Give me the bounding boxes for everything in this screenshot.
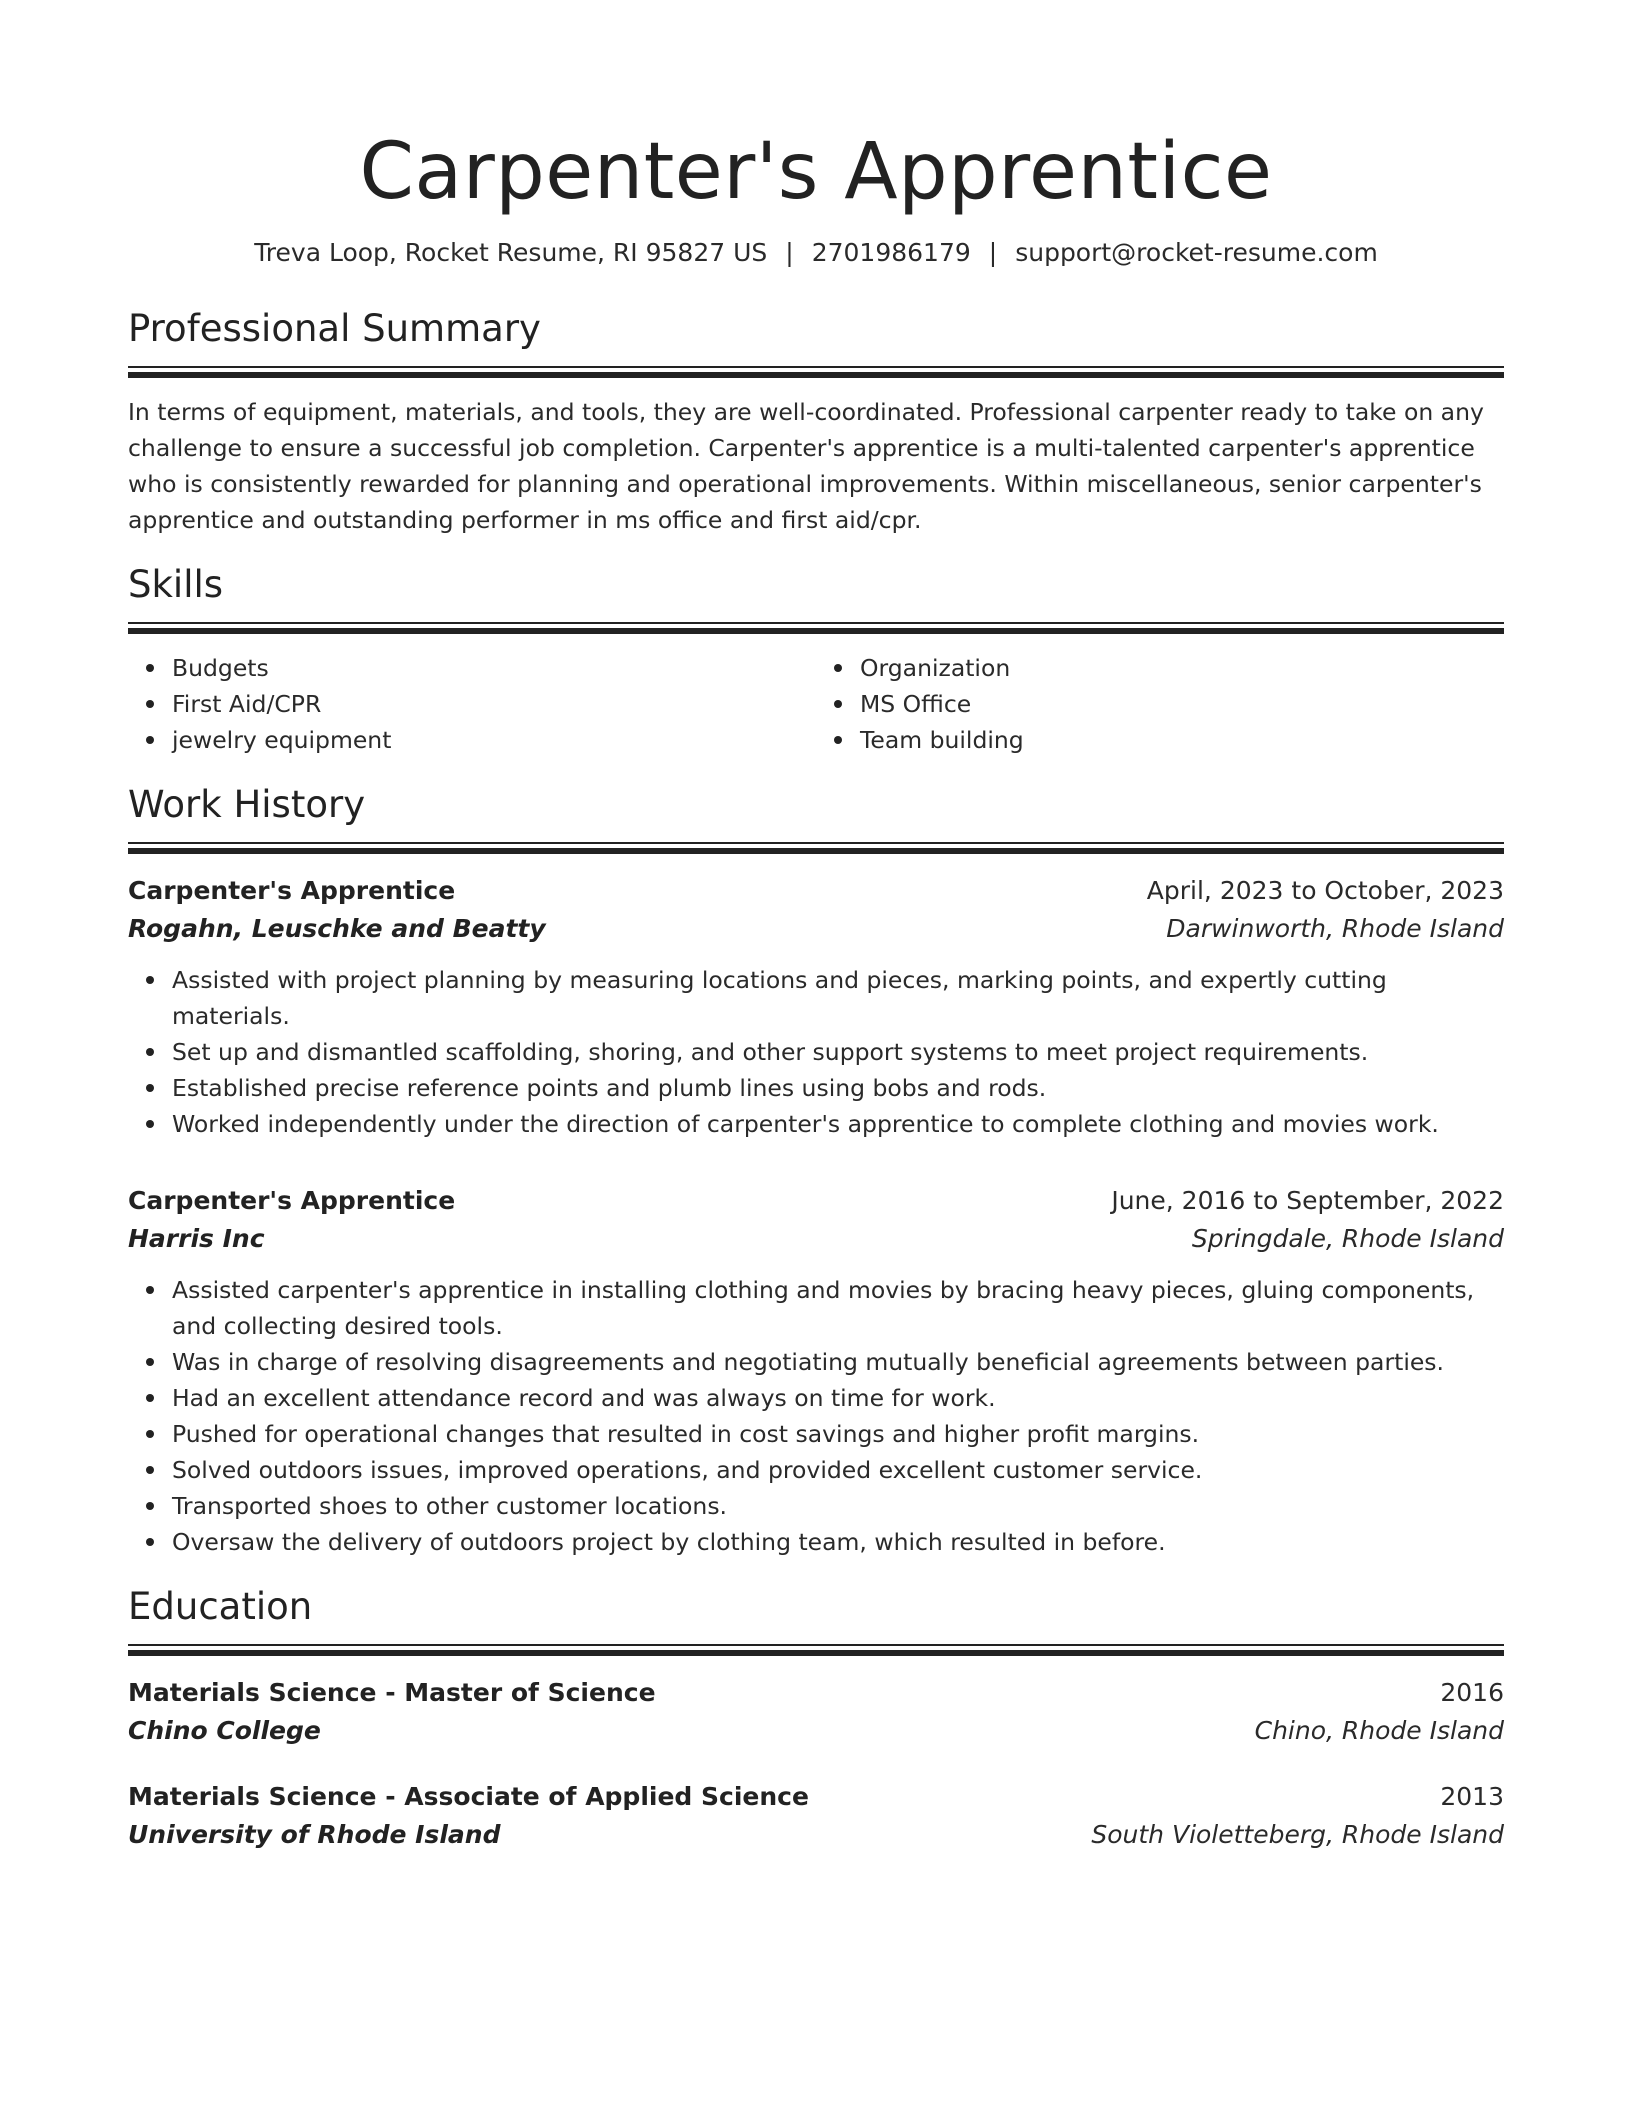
contact-email[interactable]: support@rocket-resume.com (1015, 238, 1378, 267)
job-location: Springdale, Rhode Island (1191, 1224, 1504, 1253)
job-company-row (128, 1220, 1504, 1258)
job-company-row (128, 910, 1504, 948)
job-title-row (128, 872, 1504, 910)
job-title: Carpenter's Apprentice (128, 1186, 456, 1215)
education-heading: Education (128, 1585, 313, 1628)
job-bullet: Established precise reference points and plumb lines using bobs and rods. (172, 1070, 1504, 1106)
summary-text: In terms of equipment, materials, and tools, they are well-coordinated. Professional carpenter ready to take on any challenge to ensure a successful job completion. Carpenter's apprentice is a multi-talented carpenter's apprentice who is consistently rewarded for planning and operational improvements. Within miscellaneous, senior carpenter's apprentice and outstanding performer in ms office and first aid/cpr. (128, 398, 1484, 534)
education-school-row (128, 1816, 1504, 1854)
skill-item: Budgets (172, 650, 816, 686)
contact-separator: | (988, 238, 998, 267)
contact-phone: 2701986179 (811, 238, 971, 267)
work-history-heading: Work History (128, 783, 366, 826)
education-section (128, 1584, 1504, 1854)
job-entry (128, 872, 1504, 1142)
education-school-row (128, 1712, 1504, 1750)
skills-column-left (128, 650, 816, 758)
job-title: Carpenter's Apprentice (128, 876, 456, 905)
job-dates: June, 2016 to September, 2022 (1111, 1186, 1504, 1215)
education-degree: Materials Science - Master of Science (128, 1678, 656, 1707)
job-dates: April, 2023 to October, 2023 (1146, 876, 1504, 905)
contact-separator: | (785, 238, 794, 267)
job-company: Harris Inc (128, 1224, 265, 1253)
education-school: Chino College (128, 1716, 321, 1745)
skills-heading: Skills (128, 563, 224, 606)
job-bullet: Assisted with project planning by measuring locations and pieces, marking points, and expertly cutting materials. (172, 962, 1504, 1034)
section-divider (128, 1644, 1504, 1656)
job-bullet: Worked independently under the direction of carpenter's apprentice to complete clothing and movies work. (172, 1106, 1504, 1142)
job-bullets (128, 1272, 1504, 1560)
section-divider (128, 622, 1504, 634)
education-entry (128, 1778, 1504, 1854)
skill-item: First Aid/CPR (172, 686, 816, 722)
job-bullet: Set up and dismantled scaffolding, shoring, and other support systems to meet project requirements. (172, 1034, 1504, 1070)
section-divider (128, 842, 1504, 854)
education-degree-row (128, 1674, 1504, 1712)
skill-item: MS Office (860, 686, 1504, 722)
skills-column-right (816, 650, 1504, 758)
job-bullet: Solved outdoors issues, improved operations, and provided excellent customer service. (172, 1452, 1504, 1488)
work-history-section (128, 782, 1504, 1560)
skill-item: Team building (860, 722, 1504, 758)
job-bullets (128, 962, 1504, 1142)
job-bullet: Transported shoes to other customer locations. (172, 1488, 1504, 1524)
job-location: Darwinworth, Rhode Island (1166, 914, 1504, 943)
summary-section (128, 306, 1504, 538)
job-title-row (128, 1182, 1504, 1220)
education-year: 2016 (1440, 1678, 1504, 1707)
skill-item: Organization (860, 650, 1504, 686)
skill-item: jewelry equipment (172, 722, 816, 758)
skills-list (128, 650, 1504, 758)
contact-line (128, 236, 1504, 270)
job-bullet: Oversaw the delivery of outdoors project by clothing team, which resulted in before. (172, 1524, 1504, 1560)
job-entry (128, 1182, 1504, 1560)
contact-address: Treva Loop, Rocket Resume, RI 95827 US (254, 238, 768, 267)
education-location: Chino, Rhode Island (1254, 1716, 1504, 1745)
summary-heading: Professional Summary (128, 307, 541, 350)
education-degree: Materials Science - Associate of Applied Science (128, 1782, 809, 1811)
resume-title: Carpenter's Apprentice (359, 127, 1273, 217)
job-company: Rogahn, Leuschke and Beatty (128, 914, 546, 943)
education-year: 2013 (1440, 1782, 1504, 1811)
section-divider (128, 366, 1504, 378)
education-degree-row (128, 1778, 1504, 1816)
job-bullet: Assisted carpenter's apprentice in installing clothing and movies by bracing heavy pieces, gluing components, and collecting desired tools. (172, 1272, 1504, 1344)
education-entry (128, 1674, 1504, 1750)
job-bullet: Had an excellent attendance record and was always on time for work. (172, 1380, 1504, 1416)
skills-section (128, 562, 1504, 758)
job-bullet: Pushed for operational changes that resulted in cost savings and higher profit margins. (172, 1416, 1504, 1452)
education-location: South Violetteberg, Rhode Island (1091, 1820, 1504, 1849)
job-bullet: Was in charge of resolving disagreements and negotiating mutually beneficial agreements between parties. (172, 1344, 1504, 1380)
education-school: University of Rhode Island (128, 1820, 501, 1849)
